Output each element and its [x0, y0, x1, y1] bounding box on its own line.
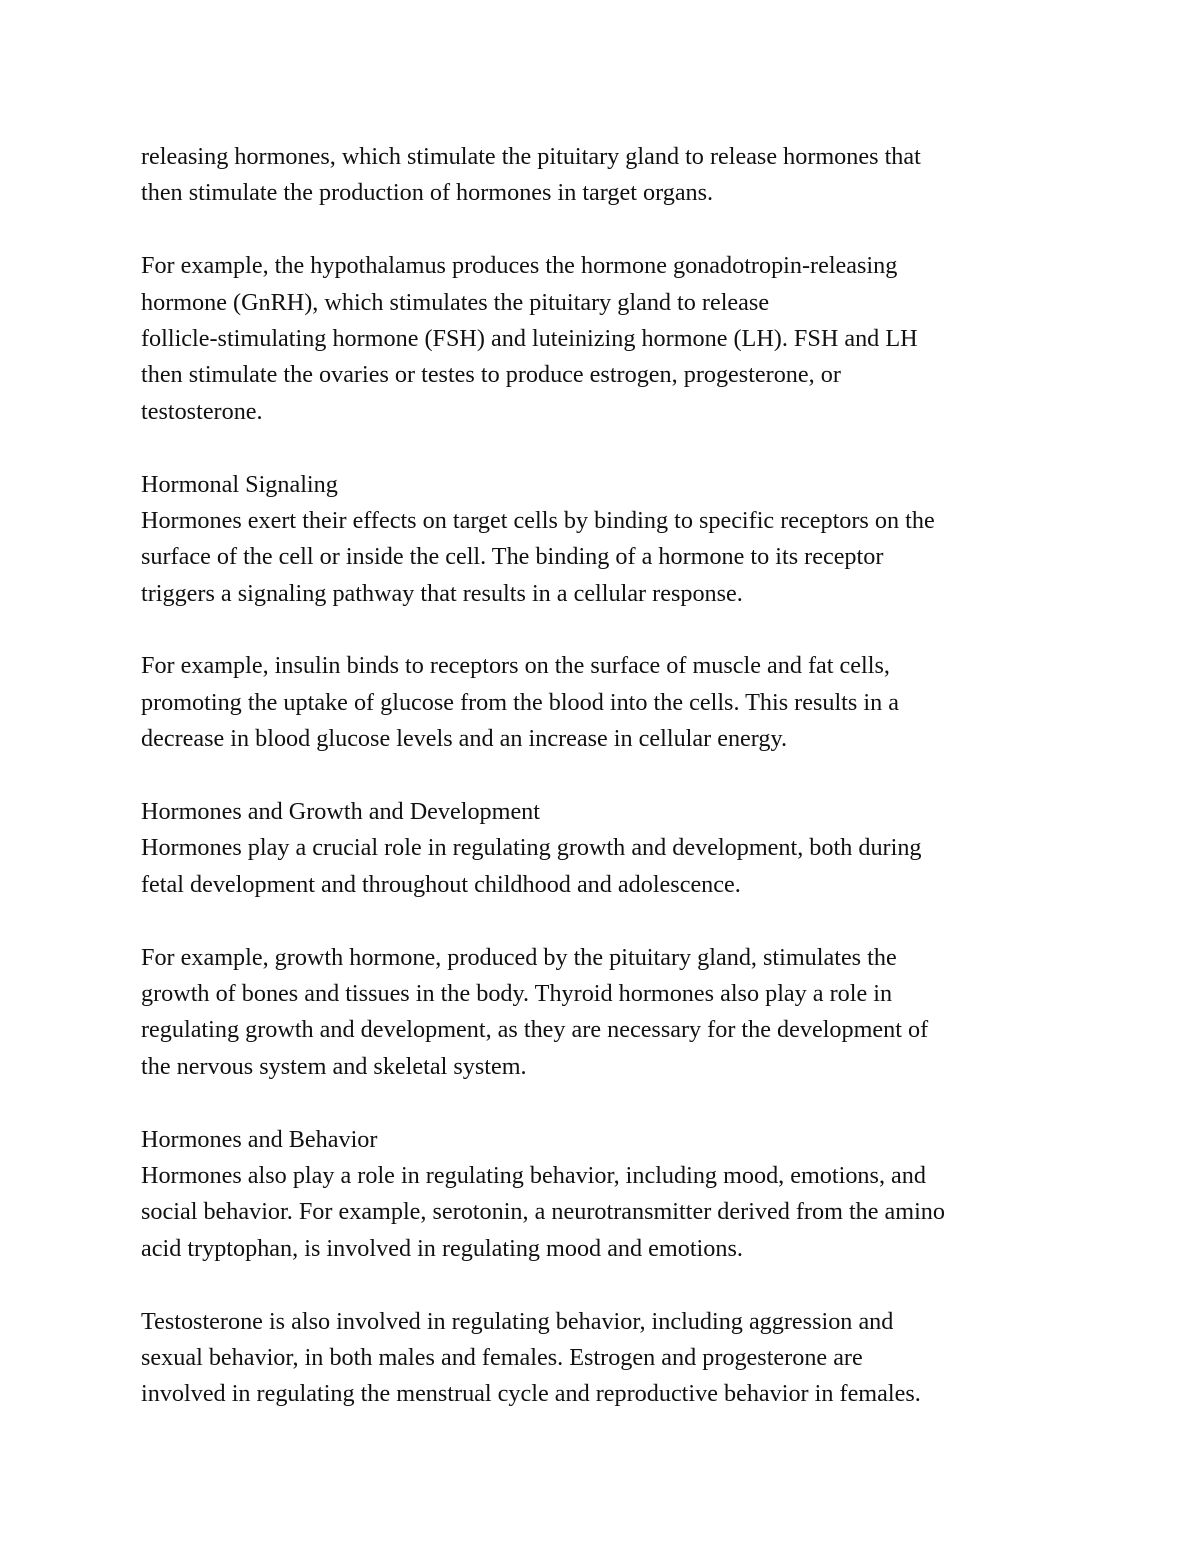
text-line: social behavior. For example, serotonin, a neurotransmitter derived from the amino — [141, 1198, 945, 1226]
document-body — [141, 139, 1071, 1413]
text-line: Hormones also play a role in regulating behavior, including mood, emotions, and — [141, 1161, 926, 1189]
section-heading: Hormones and Behavior — [141, 1125, 378, 1153]
section-heading: Hormones and Growth and Development — [141, 798, 540, 826]
text-line: involved in regulating the menstrual cycle and reproductive behavior in females. — [141, 1380, 921, 1408]
text-line: releasing hormones, which stimulate the pituitary gland to release hormones that — [141, 143, 921, 170]
text-line: promoting the uptake of glucose from the blood into the cells. This results in a — [141, 688, 899, 716]
text-line: sexual behavior, in both males and females. Estrogen and progesterone are — [141, 1343, 863, 1371]
text-line: Testosterone is also involved in regulating behavior, including aggression and — [141, 1307, 894, 1335]
text-line: growth of bones and tissues in the body. Thyroid hormones also play a role in — [141, 979, 893, 1007]
text-line: follicle-stimulating hormone (FSH) and luteinizing hormone (LH). FSH and LH — [141, 324, 918, 352]
text-line: triggers a signaling pathway that results in a cellular response. — [141, 579, 743, 607]
text-line: then stimulate the ovaries or testes to produce estrogen, progesterone, or — [141, 361, 841, 389]
text-line: surface of the cell or inside the cell. The binding of a hormone to its receptor — [141, 543, 884, 571]
text-line: For example, insulin binds to receptors on the surface of muscle and fat cells, — [141, 652, 890, 680]
text-line: testosterone. — [141, 397, 263, 425]
section-heading: Hormonal Signaling — [141, 470, 338, 498]
section-growth-development — [141, 794, 1071, 903]
text-line: acid tryptophan, is involved in regulating mood and emotions. — [141, 1234, 743, 1262]
text-line: Hormones play a crucial role in regulating growth and development, both during — [141, 834, 922, 862]
paragraph-gnrh-example — [141, 248, 1071, 430]
section-hormonal-signaling — [141, 467, 1071, 613]
paragraph-testosterone-behavior — [141, 1304, 1071, 1413]
text-line: the nervous system and skeletal system. — [141, 1052, 527, 1080]
paragraph-growth-hormone-example — [141, 940, 1071, 1086]
text-line: hormone (GnRH), which stimulates the pituitary gland to release — [141, 288, 770, 316]
paragraph-releasing-hormones — [141, 139, 1071, 212]
text-line: For example, growth hormone, produced by the pituitary gland, stimulates the — [141, 943, 897, 971]
text-line: then stimulate the production of hormones in target organs. — [141, 179, 714, 207]
text-line: Hormones exert their effects on target cells by binding to specific receptors on the — [141, 506, 935, 534]
paragraph-insulin-example — [141, 648, 1071, 757]
text-line: For example, the hypothalamus produces the hormone gonadotropin-releasing — [141, 252, 898, 280]
text-line: decrease in blood glucose levels and an increase in cellular energy. — [141, 725, 788, 753]
text-line: fetal development and throughout childhood and adolescence. — [141, 870, 741, 898]
text-line: regulating growth and development, as they are necessary for the development of — [141, 1016, 929, 1044]
section-hormones-behavior — [141, 1122, 1071, 1268]
